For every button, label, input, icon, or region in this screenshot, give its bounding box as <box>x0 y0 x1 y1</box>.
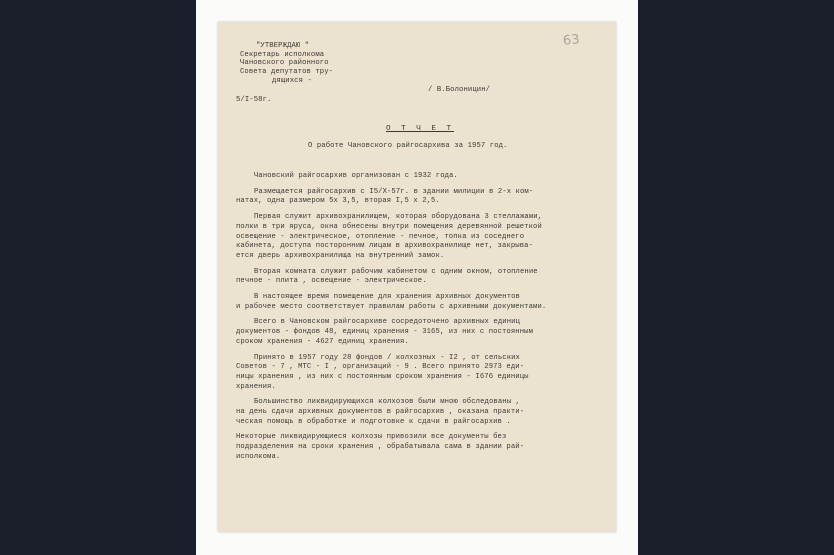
approval-line: дящихся - <box>272 76 312 85</box>
paragraph <box>236 354 611 393</box>
approval-date: 5/I-58г. <box>236 96 272 104</box>
paragraph <box>236 188 611 207</box>
text-line: исполкома. <box>236 452 281 461</box>
signature: / В.Болоницин/ <box>428 86 491 94</box>
paragraph <box>236 398 611 427</box>
approval-line: Чановского районного <box>240 59 329 68</box>
text-line: полки в три яруса, окна обнесены внутри помещения деревянной решеткой <box>236 222 542 231</box>
text-line: Некоторые ликвидирующиеся колхозы привозили все документы без <box>236 433 507 442</box>
paragraph <box>236 318 611 347</box>
text-line: Всего в Чановском райгосархиве сосредоточено архивных единиц <box>254 318 520 327</box>
text-line: Большинство ликвидирующихся колхозов были мною обследованы , <box>254 398 520 407</box>
text-line: Вторая комната служит рабочим кабинетом с одним окном, отопление <box>254 267 538 276</box>
text-line: подразделения на сроки хранения , обрабатывала сама в здании рай- <box>236 443 525 452</box>
approval-line: Секретарь исполкома <box>240 50 325 59</box>
text-line: сроком хранения - 4627 единиц хранения. <box>236 337 409 346</box>
paragraph <box>236 293 611 312</box>
scanned-document-page <box>218 22 616 532</box>
document-title: О Т Ч Е Т <box>386 125 455 133</box>
text-line: печное - плита , освещение - электрическое. <box>236 277 427 286</box>
approval-heading: "УТВЕРЖДАЮ " <box>256 42 310 50</box>
text-line: ется дверь архивохранилища на внутренний замок. <box>236 251 445 260</box>
archive-sheet-number: 63 <box>562 32 581 49</box>
text-line: натах, одна размером 5х 3,5, вторая I,5 х 2,5. <box>236 197 440 206</box>
paragraph <box>236 268 611 287</box>
text-line: Принято в 1957 году 28 фондов / колхозных - I2 , от сельских <box>254 353 520 362</box>
text-line: документов - фондов 48, единиц хранения - 3165, из них с постоянным <box>236 328 534 337</box>
text-line: и рабочее место соответствует правилам работы с архивными документами. <box>236 302 547 311</box>
approval-line: Совета депутатов тру- <box>240 68 334 77</box>
text-line: В настоящее время помещение для хранения архивных документов <box>254 293 520 302</box>
text-line: Чановский райгосархив организован с 1932 года. <box>254 172 458 180</box>
text-line: ческая помощь в обработке и подготовке к сдачи в райгосархив . <box>236 417 511 426</box>
text-line: на день сдачи архивных документов в райгосархив , оказана практи- <box>236 408 525 417</box>
paragraph <box>236 172 611 182</box>
text-line: Размещается райгосархив с I5/X-57г. в здании милиции в 2-х ком- <box>254 187 534 196</box>
approval-block <box>236 42 376 86</box>
text-line: ницы хранения , из них с постоянным сроком хранения - I676 единицы <box>236 372 529 381</box>
document-body <box>236 172 611 469</box>
text-line: Первая служит архивохранилищем, которая оборудована 3 стеллажами, <box>254 213 543 222</box>
document-subtitle: О работе Чановского райгосархива за 1957 год. <box>308 142 508 150</box>
text-line: хранения. <box>236 382 276 391</box>
paragraph <box>236 213 611 262</box>
paragraph <box>236 433 611 462</box>
text-line: кабинета, доступа посторонним лицам в архивохранилище нет, закрыва- <box>236 242 534 251</box>
text-line: освещение - электрическое, отопление - печное, топка из соседнего <box>236 232 525 241</box>
text-line: Советов - 7 , МТС - I , организаций - 9 . Всего принято 2973 еди- <box>236 363 525 372</box>
